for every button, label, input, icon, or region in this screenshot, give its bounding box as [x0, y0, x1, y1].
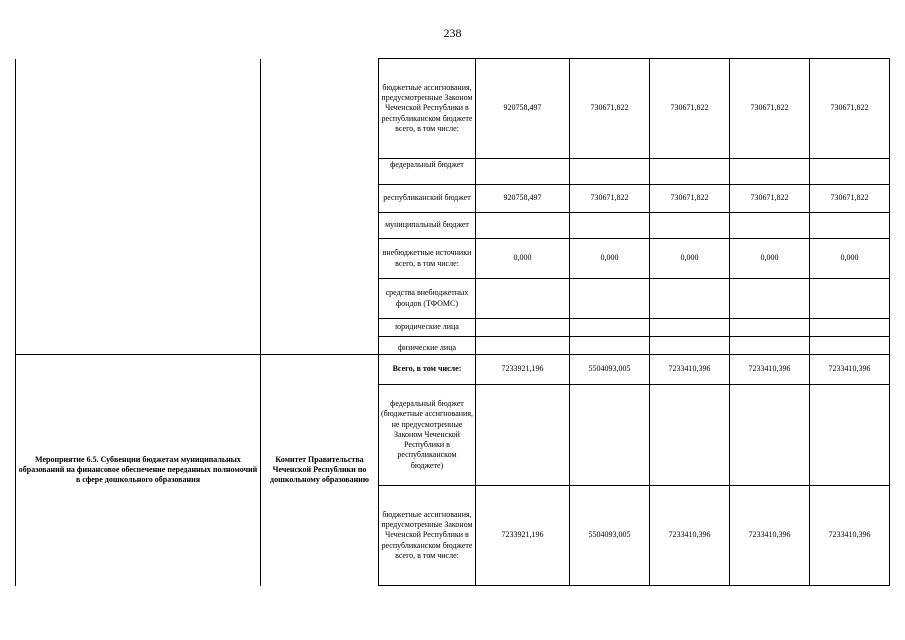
table-row: республиканский бюджет 920758,497 730671,822 730671,822 730671,822 730671,822: [16, 185, 890, 213]
measure-name-cell: [16, 59, 261, 159]
source-cell: федеральный бюджет (бюджетные ассигнования, не предусмотренные Законом Чеченской Республики в республиканском бюджете): [379, 385, 476, 486]
source-cell: бюджетные ассигнования, предусмотренные Законом Чеченской Республики в республиканском бюджете всего, в том числе:: [379, 486, 476, 586]
table-row: [16, 213, 890, 239]
measure-name: Мероприятие 6.5. Субвенции бюджетам муниципальных образований на финансовое обеспечение переданных полномочий в сфере дошкольного образования: [16, 355, 261, 586]
table-row: [16, 337, 890, 355]
value-cell: 730671,822: [650, 59, 730, 159]
source-cell: муниципальный бюджет: [379, 213, 476, 239]
source-cell: средства внебюджетных фондов (ТФОМС): [379, 279, 476, 319]
value-cell: 920758,497: [476, 59, 570, 159]
value-cell: 730671,822: [810, 59, 890, 159]
source-cell: республиканский бюджет: [379, 185, 476, 213]
source-cell: федеральный бюджет: [379, 159, 476, 185]
source-cell: бюджетные ассигнования, предусмотренные Законом Чеченской Республики в республиканском бюджете всего, в том числе:: [379, 59, 476, 159]
source-cell: физические лица: [379, 337, 476, 355]
source-cell: юридические лица: [379, 319, 476, 337]
page-number: 238: [443, 26, 462, 40]
table-row: внебюджетные источники всего, в том числе: 0,000 0,000 0,000 0,000 0,000: [16, 239, 890, 279]
table-row: бюджетные ассигнования, предусмотренные Законом Чеченской Республики в республиканском бюджете всего, в том числе: 7233921,196 5504093,005 7233410,396 7233410,396 7233410,396: [16, 486, 890, 586]
table-row: [16, 159, 890, 185]
value-cell: 730671,822: [570, 59, 650, 159]
executor-name: Комитет Правительства Чеченской Республики по дошкольному образованию: [261, 355, 379, 586]
funding-table: [15, 58, 890, 586]
table-row: [16, 319, 890, 337]
table-row: Мероприятие 6.5. Субвенции бюджетам муниципальных образований на финансовое обеспечение переданных полномочий в сфере дошкольного образования Комитет Правительства Чеченской Республики по дошкольному образованию Всего, в том числе: 7233921,196 5504093,005 7233410,396 7233410,396 7233410,396: [16, 355, 890, 385]
source-cell: Всего, в том числе:: [379, 355, 476, 385]
source-cell: внебюджетные источники всего, в том числе:: [379, 239, 476, 279]
value-cell: 730671,822: [730, 59, 810, 159]
table-row: [16, 59, 890, 159]
executor-cell: [261, 59, 379, 159]
table-row: [16, 279, 890, 319]
